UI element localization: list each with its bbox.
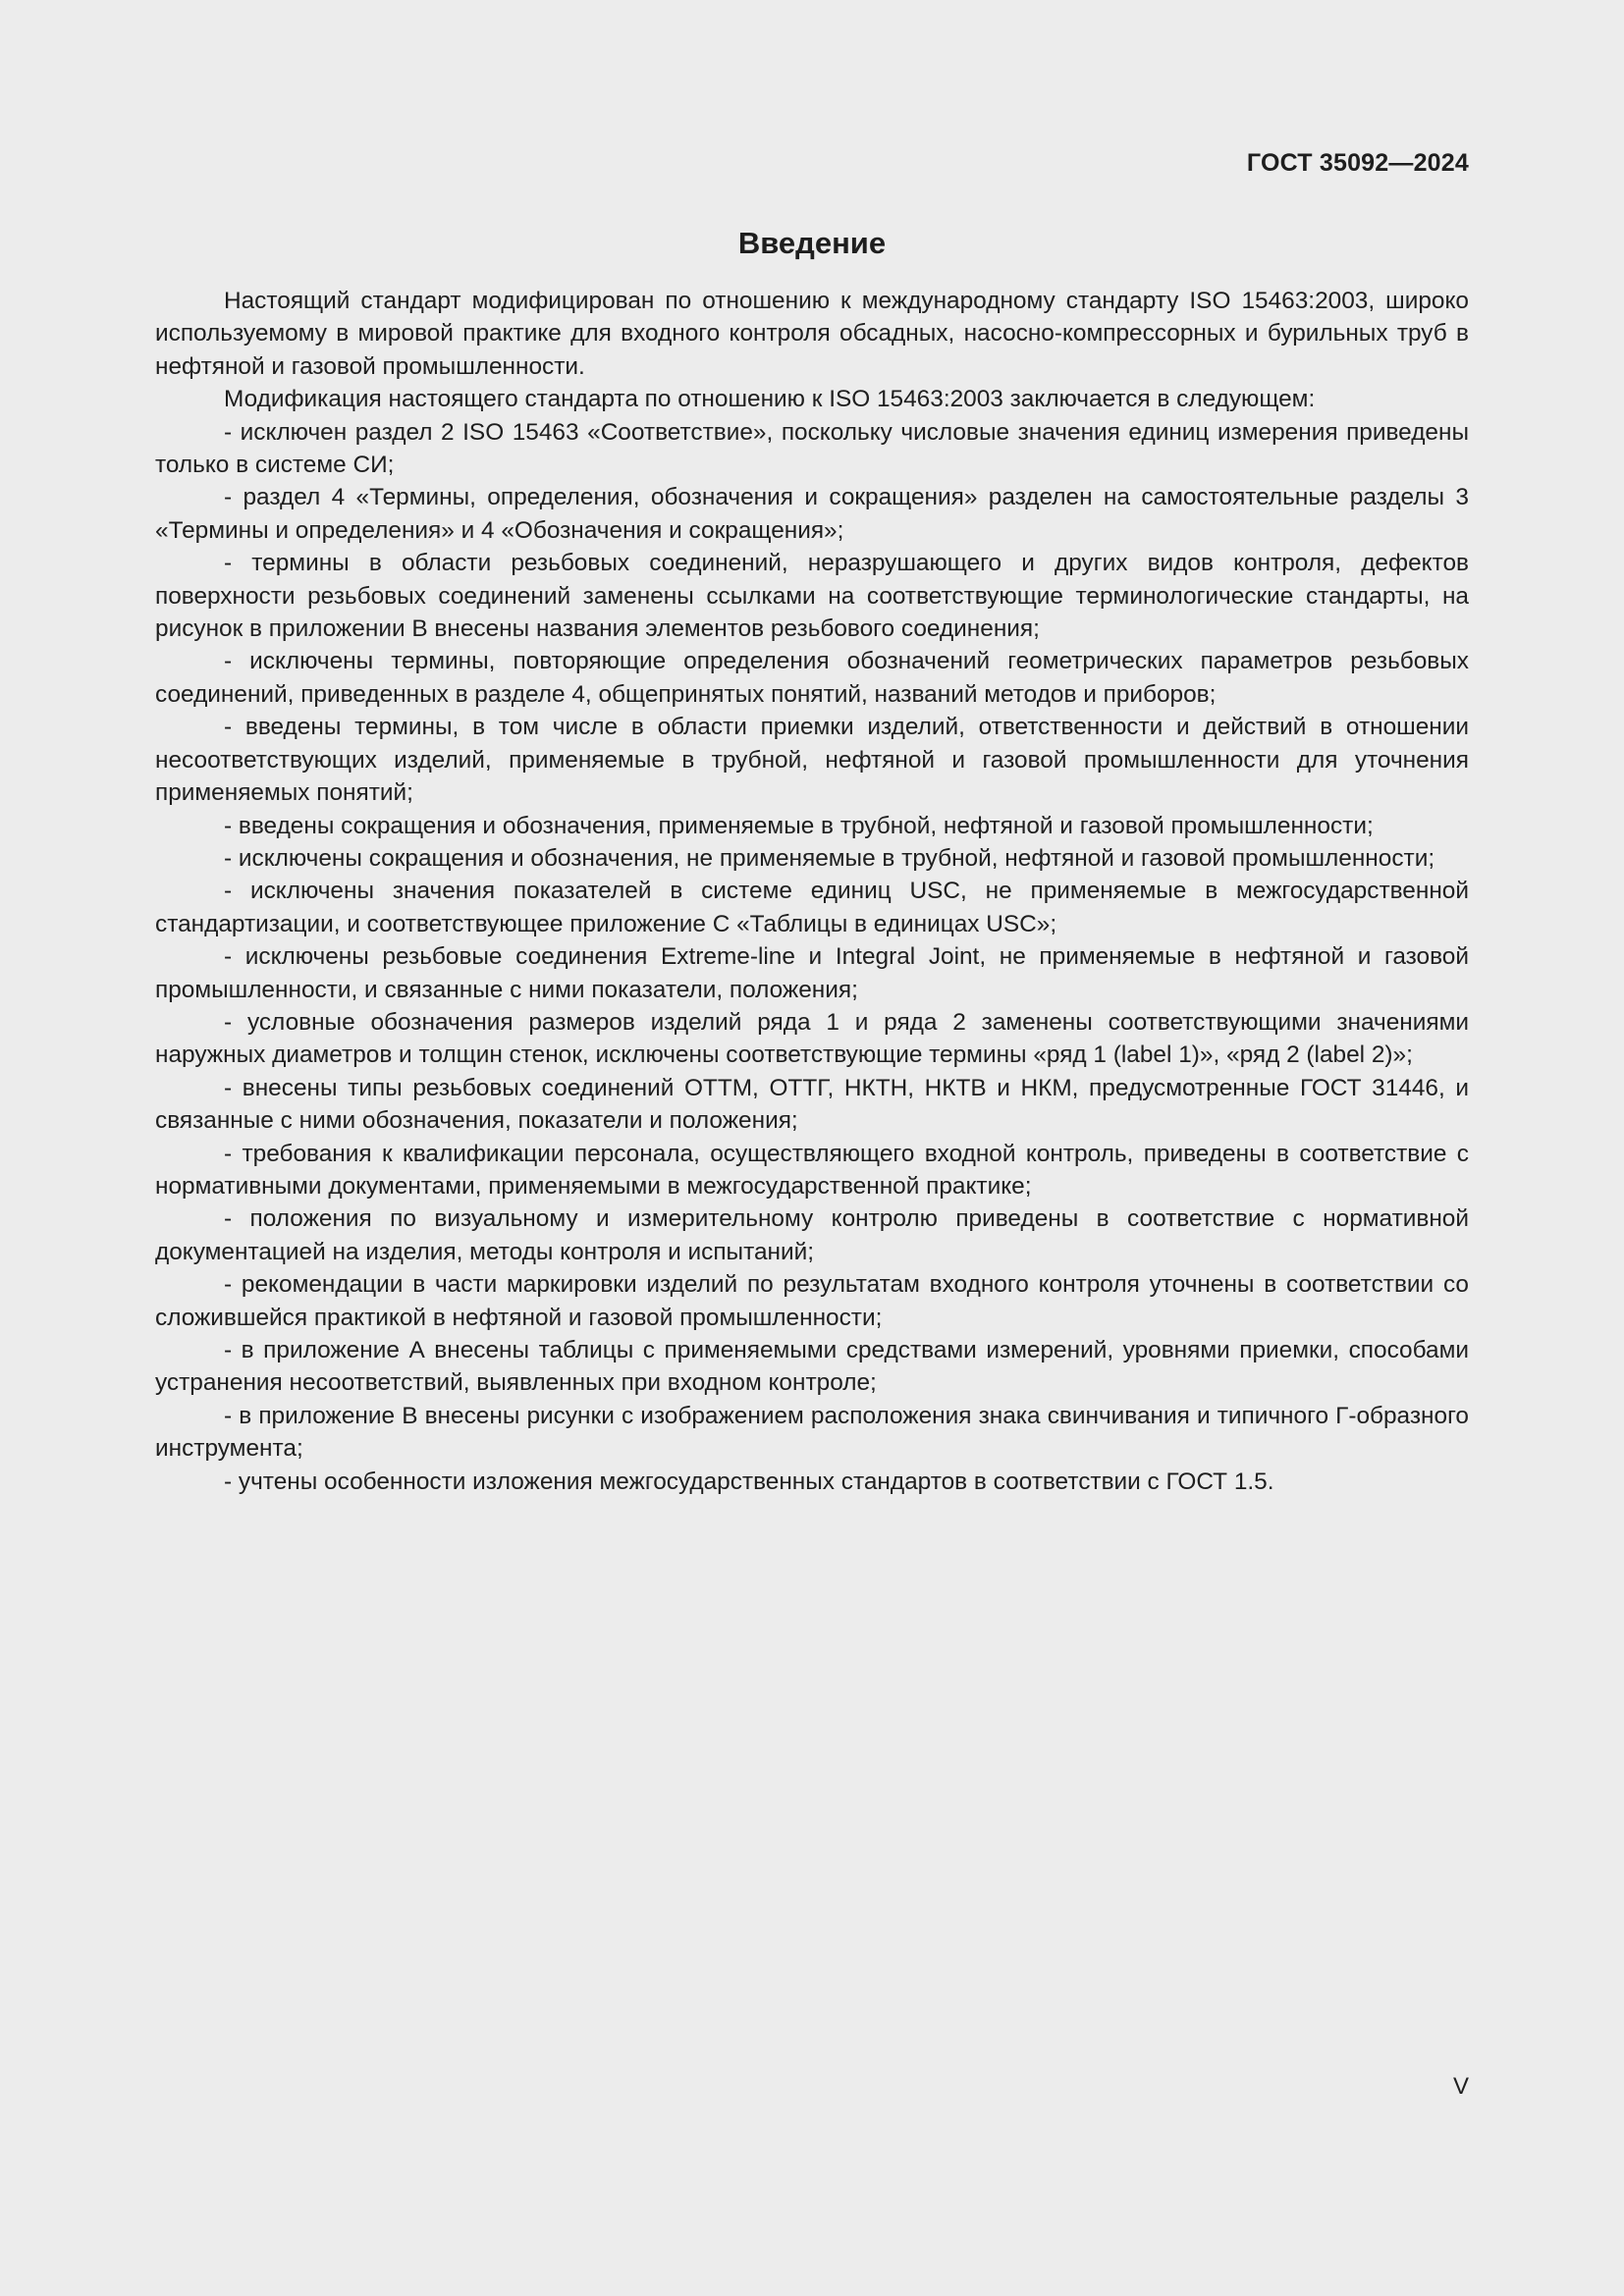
- list-item: - рекомендации в части маркировки изделий по результатам входного контроля уточнены в соответствии со сложившейся практикой в нефтяной и газовой промышленности;: [155, 1271, 1469, 1331]
- list-item: - исключены значения показателей в системе единиц USC, не применяемые в межгосударственной стандартизации, и соответствующее приложение С «Таблицы в единицах USC»;: [155, 878, 1469, 937]
- list-item: - исключены резьбовые соединения Extreme-line и Integral Joint, не применяемые в нефтяной и газовой промышленности, и связанные с ними показатели, положения;: [155, 943, 1469, 1003]
- page-title: Введение: [737, 226, 887, 260]
- list-item: - введены сокращения и обозначения, применяемые в трубной, нефтяной и газовой промышленности;: [224, 812, 1374, 839]
- list-item: - введены термины, в том числе в области приемки изделий, ответственности и действий в отношении несоответствующих изделий, применяемые в трубной, нефтяной и газовой промышленности для уточнения применяемых понятий;: [155, 714, 1469, 807]
- list-item: - в приложение В внесены рисунки с изображением расположения знака свинчивания и типичного Г-образного инструмента;: [155, 1402, 1469, 1463]
- list-item: - в приложение А внесены таблицы с применяемыми средствами измерений, уровнями приемки, способами устранения несоответствий, выявленных при входном контроле;: [155, 1337, 1469, 1397]
- paragraph-intro: Настоящий стандарт модифицирован по отношению к международному стандарту ISO 15463:2003, широко используемому в мировой практике для входного контроля обсадных, насосно-компрессорных и бурильных труб в нефтяной и газовой промышленности.: [155, 288, 1469, 380]
- list-item: - исключены термины, повторяющие определения обозначений геометрических параметров резьбовых соединений, приведенных в разделе 4, общепринятых понятий, названий методов и приборов;: [155, 648, 1469, 708]
- list-item: - исключен раздел 2 ISO 15463 «Соответствие», поскольку числовые значения единиц измерения приведены только в системе СИ;: [155, 418, 1469, 479]
- document-body: [155, 285, 1469, 1498]
- list-item: - условные обозначения размеров изделий ряда 1 и ряда 2 заменены соответствующими значениями наружных диаметров и толщин стенок, исключены соответствующие термины «ряд 1 (label 1)», «ряд 2 (label 2)»;: [155, 1008, 1469, 1069]
- list-item: - учтены особенности изложения межгосударственных стандартов в соответствии с ГОСТ 1.5.: [224, 1468, 1274, 1495]
- list-item: - внесены типы резьбовых соединений ОТТМ, ОТТГ, НКТН, НКТВ и НКМ, предусмотренные ГОСТ 31446, и связанные с ними обозначения, показатели и положения;: [155, 1074, 1469, 1135]
- list-item: - требования к квалификации персонала, осуществляющего входной контроль, приведены в соответствие с нормативными документами, применяемыми в межгосударственной практике;: [155, 1140, 1469, 1200]
- list-item: - раздел 4 «Термины, определения, обозначения и сокращения» разделен на самостоятельные разделы 3 «Термины и определения» и 4 «Обозначения и сокращения»;: [155, 484, 1469, 544]
- page-number: V: [1452, 2073, 1469, 2100]
- list-item: - положения по визуальному и измерительному контролю приведены в соответствие с нормативной документацией на изделия, методы контроля и испытаний;: [155, 1205, 1469, 1265]
- list-item: - исключены сокращения и обозначения, не применяемые в трубной, нефтяной и газовой промышленности;: [224, 844, 1435, 872]
- paragraph-modification-lead: Модификация настоящего стандарта по отношению к ISO 15463:2003 заключается в следующем:: [224, 386, 1316, 413]
- list-item: - термины в области резьбовых соединений, неразрушающего и других видов контроля, дефектов поверхности резьбовых соединений заменены ссылками на соответствующие терминологические стандарты, на рисунок в приложении В внесены названия элементов резьбового соединения;: [155, 550, 1469, 643]
- document-code: ГОСТ 35092—2024: [1246, 149, 1469, 177]
